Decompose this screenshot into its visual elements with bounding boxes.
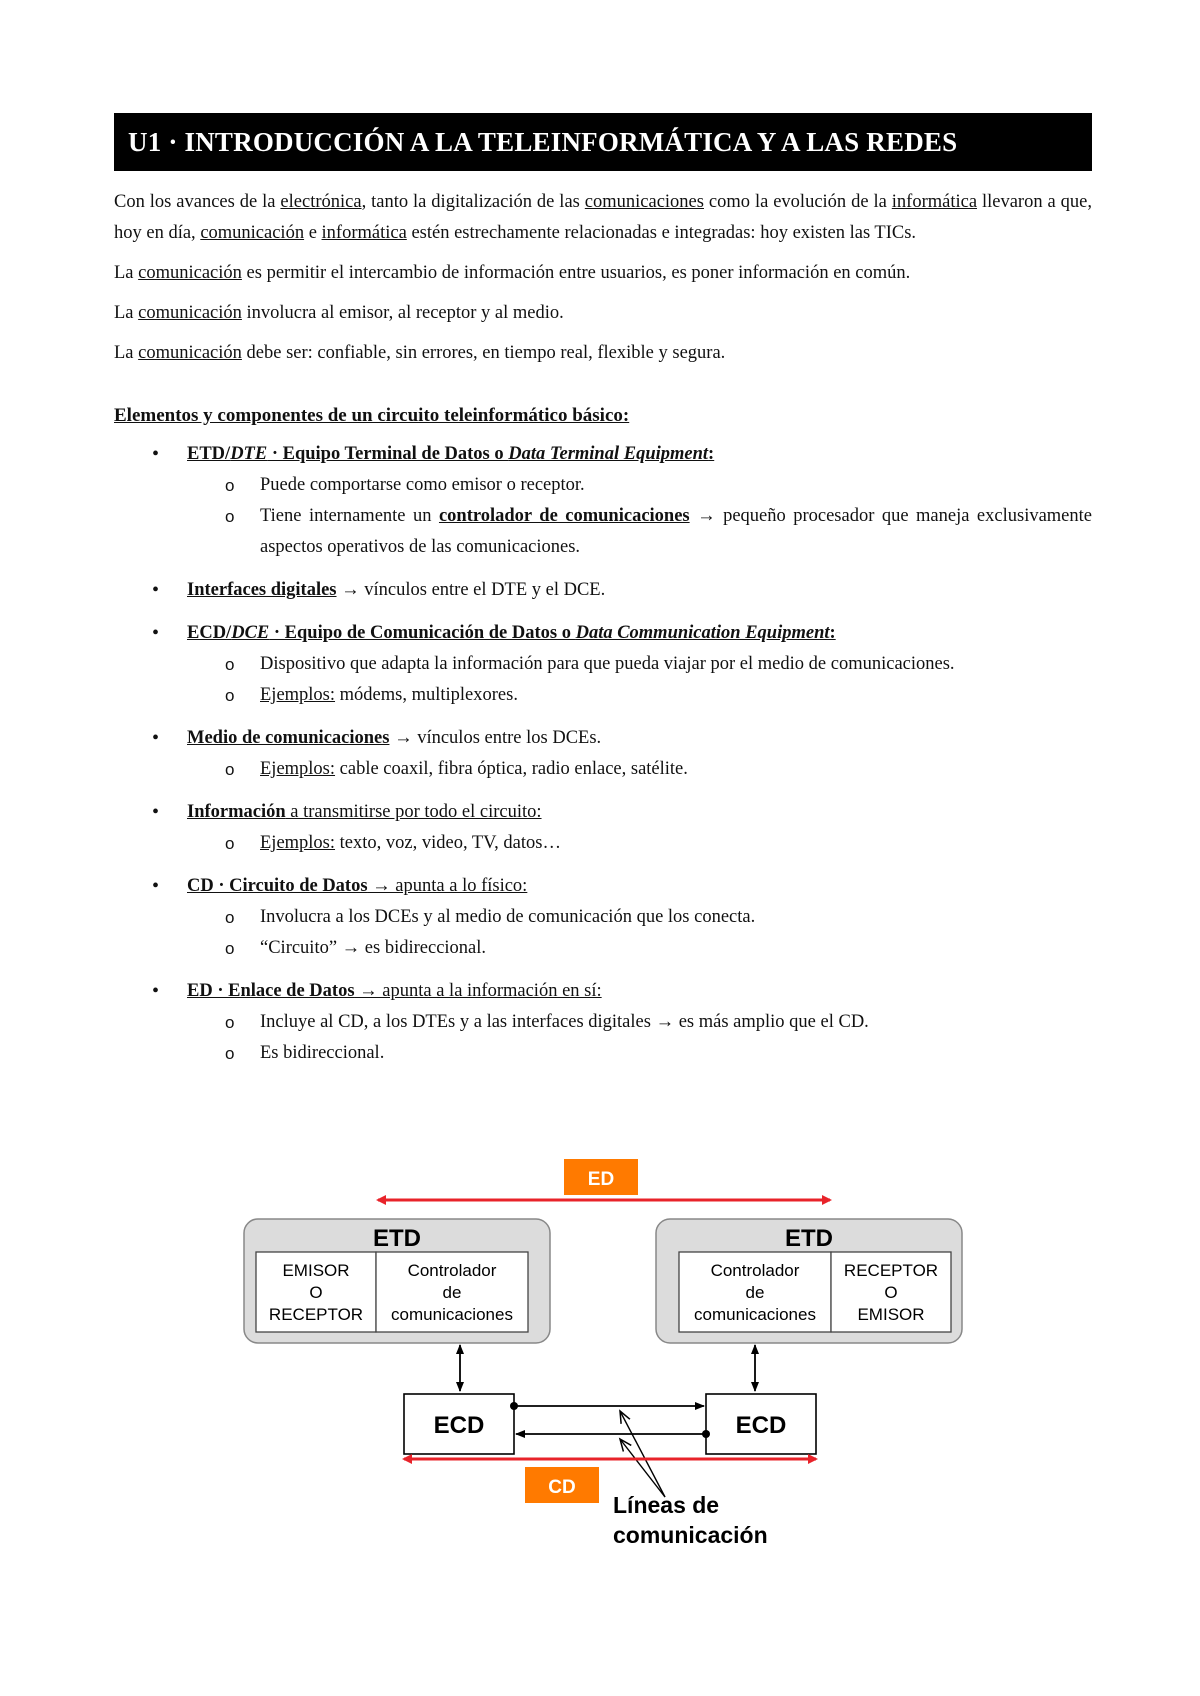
ecd-left-label: ECD (433, 1412, 485, 1439)
underlined-term: comunicaciones (584, 192, 704, 212)
text: involucra al emisor, al receptor y al medio. (241, 303, 564, 323)
underlined-term: comunicación (138, 303, 242, 323)
text: e (304, 223, 322, 243)
sub-item: o “Circuito” → es bidireccional. (187, 933, 1092, 964)
section-heading: Elementos y componentes de un circuito teleinformático básico: (114, 405, 630, 426)
list-item-medio (114, 723, 1092, 785)
text: CD · Circuito de Datos (187, 876, 368, 896)
text: La (114, 303, 139, 323)
underlined-term: Ejemplos: (260, 685, 336, 705)
sublist (187, 902, 1092, 964)
text: → apunta a la información en sí: (354, 981, 602, 1001)
text: Data Terminal Equipment (508, 444, 709, 464)
box-line: O (884, 1283, 898, 1302)
text: llevaron a que, hoy en día, (114, 192, 1092, 243)
components-list (114, 439, 1092, 1069)
sublist (187, 649, 1092, 711)
text: ECD/ (187, 623, 232, 643)
text: Información (187, 802, 286, 822)
circuit-diagram (0, 1145, 1200, 1565)
text: debe ser: confiable, sin errores, en tiempo real, flexible y segura. (241, 343, 726, 363)
text: Data Communication Equipment (575, 623, 830, 643)
sub-item (187, 501, 1092, 563)
pointer-arrow (620, 1439, 665, 1497)
text: ED · Enlace de Datos (187, 981, 355, 1001)
sub-item: o Es bidireccional. (187, 1038, 1092, 1069)
etd-right-title: ETD (785, 1225, 833, 1252)
intro-paragraph-2 (114, 258, 1092, 289)
text: → vínculos entre el DTE y el DCE. (336, 580, 606, 600)
list-item-cd (114, 871, 1092, 964)
underlined-term: Ejemplos: (260, 759, 336, 779)
underlined-term: comunicación (138, 263, 242, 283)
sub-item: o Incluye al CD, a los DTEs y a las interfaces digitales → es más amplio que el CD. (187, 1007, 1092, 1038)
cd-label: CD (548, 1477, 576, 1498)
text: Tiene internamente un (260, 506, 439, 526)
text: módems, multiplexores. (335, 685, 518, 705)
box-line: RECEPTOR (843, 1261, 939, 1280)
text: DCE (231, 623, 270, 643)
etd-left-title: ETD (373, 1225, 421, 1252)
list-item-informacion (114, 797, 1092, 859)
box-line: RECEPTOR (268, 1305, 364, 1324)
ecd-right-label: ECD (735, 1412, 787, 1439)
box-line: comunicaciones (391, 1305, 513, 1324)
sub-item: o Dispositivo que adapta la información para que pueda viajar por el medio de comunicaciones. (187, 649, 1092, 680)
list-item-etd (114, 439, 1092, 563)
box-line: de (442, 1283, 462, 1302)
ed-label: ED (587, 1169, 615, 1190)
sublist (187, 828, 1092, 859)
underlined-term: informática (891, 192, 978, 212)
underlined-term: electrónica (280, 192, 362, 212)
sub-item: o Involucra a los DCEs y al medio de comunicación que los conecta. (187, 902, 1092, 933)
box-line: Controlador (710, 1261, 800, 1280)
bold-term: controlador de comunicaciones (438, 506, 690, 526)
page-title: U1 · INTRODUCCIÓN A LA TELEINFORMÁTICA Y A LAS REDES (128, 126, 958, 157)
cd-heading (187, 876, 527, 896)
pointer-arrow (620, 1411, 665, 1497)
text: , tanto la digitalización de las (361, 192, 585, 212)
text: La (114, 343, 139, 363)
sub-item (187, 680, 1092, 711)
sub-item (187, 754, 1092, 785)
text: texto, voz, video, TV, datos… (335, 833, 561, 853)
intro-paragraph-3 (114, 298, 1092, 329)
list-item-ed (114, 976, 1092, 1069)
box-line: comunicaciones (694, 1305, 816, 1324)
intro-paragraph-1 (114, 187, 1092, 249)
sublist (187, 470, 1092, 563)
text: → apunta a lo físico: (367, 876, 528, 896)
title-bar (114, 113, 1092, 171)
text: es permitir el intercambio de información entre usuarios, es poner información en común. (241, 263, 911, 283)
underlined-term: informática (321, 223, 407, 243)
medio-heading: Medio de comunicaciones (187, 728, 390, 748)
text: : (708, 444, 715, 464)
text: → pequeño procesador que maneja exclusivamente aspectos operativos de las comunicaciones. (260, 506, 1092, 557)
text: → vínculos entre los DCEs. (389, 728, 602, 748)
intro-paragraph-4 (114, 338, 1092, 369)
ed-heading (187, 981, 602, 1001)
box-line: EMISOR (857, 1305, 925, 1324)
sublist (187, 1007, 1092, 1069)
text: como la evolución de la (703, 192, 892, 212)
text: cable coaxil, fibra óptica, radio enlace, satélite. (335, 759, 688, 779)
box-line: O (309, 1283, 323, 1302)
text: · Equipo Terminal de Datos o (267, 444, 509, 464)
text: : (829, 623, 836, 643)
ecd-heading (187, 623, 836, 643)
text: · Equipo de Comunicación de Datos o (269, 623, 576, 643)
box-line: de (745, 1283, 765, 1302)
text: a transmitirse por todo el circuito: (285, 802, 542, 822)
sublist (187, 754, 1092, 785)
text: ETD/ (187, 444, 231, 464)
box-line: EMISOR (282, 1261, 350, 1280)
underlined-term: Ejemplos: (260, 833, 336, 853)
lines-label: Líneas de (613, 1492, 720, 1518)
etd-heading (187, 444, 714, 464)
underlined-term: comunicación (200, 223, 305, 243)
text: estén estrechamente relacionadas e integradas: hoy existen las TICs. (406, 223, 917, 243)
informacion-heading (187, 802, 542, 822)
sub-item: o Puede comportarse como emisor o receptor. (187, 470, 1092, 501)
list-item-ecd (114, 618, 1092, 711)
underlined-term: comunicación (138, 343, 242, 363)
text: Con los avances de la (114, 192, 281, 212)
list-item-interfaces (114, 575, 1092, 606)
text: DTE (230, 444, 268, 464)
box-line: Controlador (407, 1261, 497, 1280)
lines-label: comunicación (613, 1522, 768, 1548)
interfaces-heading: Interfaces digitales (187, 580, 337, 600)
sub-item (187, 828, 1092, 859)
text: La (114, 263, 139, 283)
document-page (114, 113, 1092, 1069)
